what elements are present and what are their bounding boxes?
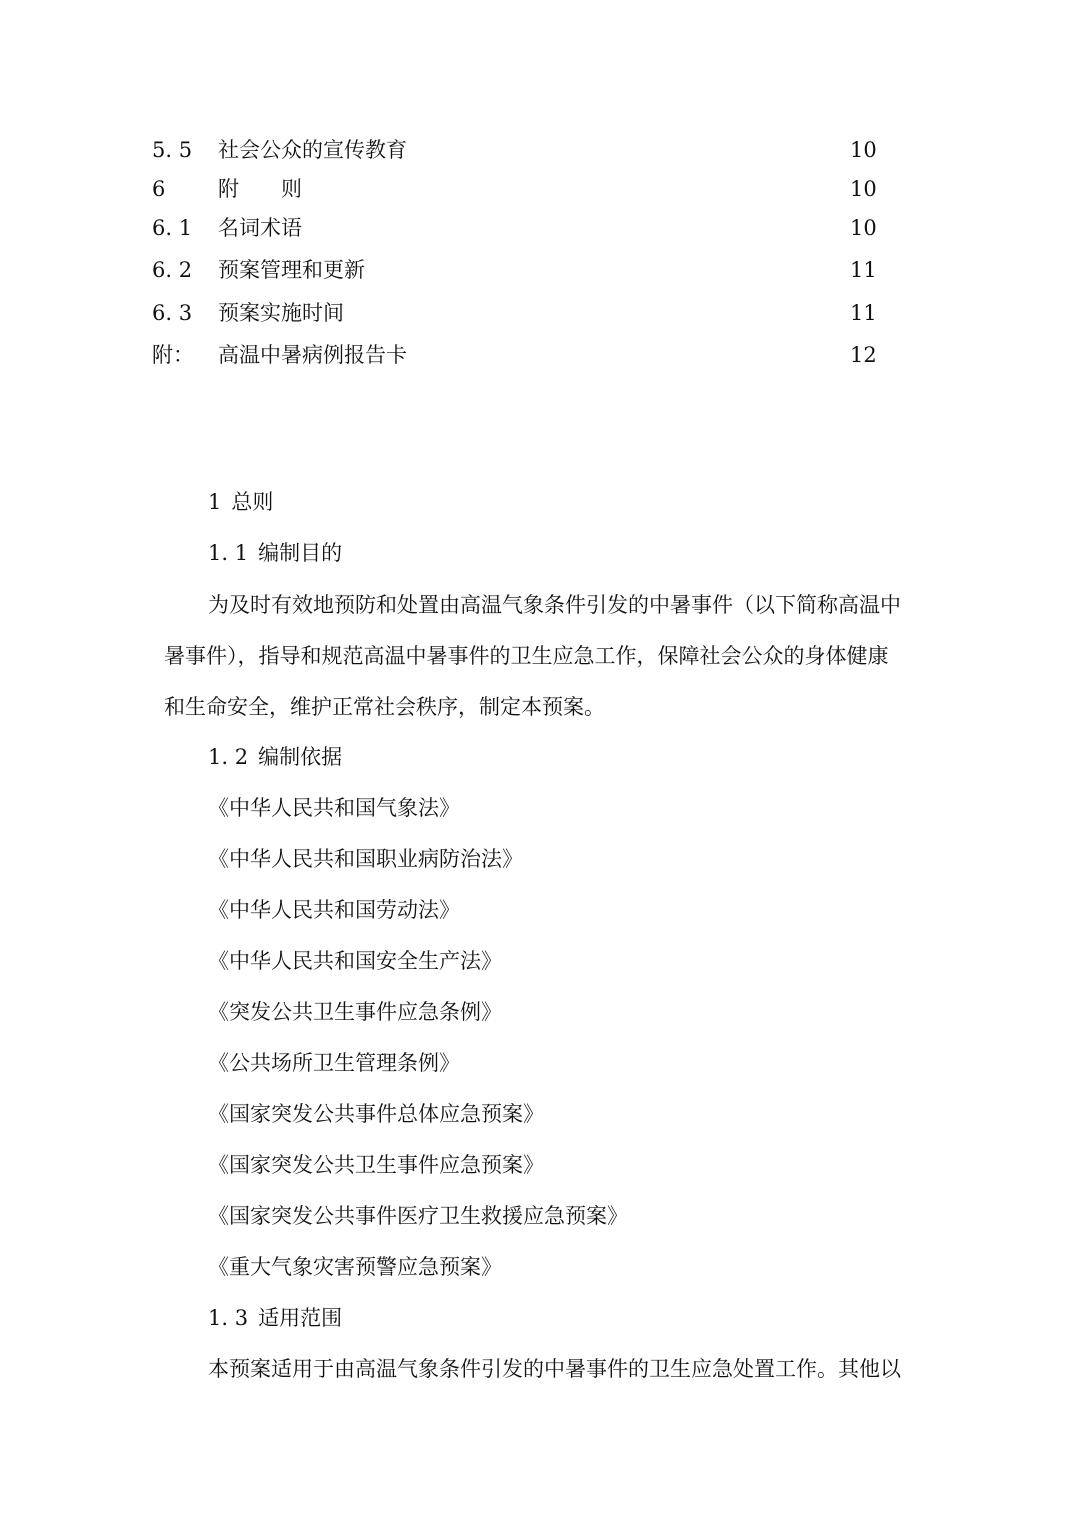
section-title: 总则 (231, 490, 274, 514)
toc-title: 社会公众的宣传教育 (218, 138, 407, 162)
paragraph-line: 暑事件），指导和规范高温中暑事件的卫生应急工作，保障社会公众的身体健康 (164, 644, 889, 668)
toc-page-number: 11 (850, 301, 877, 325)
toc-entry (0, 340, 1080, 370)
subsection-number: 1. 3 (208, 1306, 249, 1330)
law-reference: 《国家突发公共卫生事件应急预案》 (208, 1153, 544, 1177)
toc-number: 6 (152, 177, 166, 201)
toc-page-number: 11 (850, 258, 877, 282)
subsection-heading (208, 742, 342, 772)
toc-page-number: 10 (850, 138, 877, 162)
toc-number: 附： (152, 343, 194, 367)
subsection-title: 编制依据 (258, 745, 343, 769)
law-reference: 《公共场所卫生管理条例》 (208, 1051, 460, 1075)
law-reference: 《中华人民共和国安全生产法》 (208, 949, 502, 973)
toc-number: 6. 1 (152, 216, 193, 240)
section-number: 1 (208, 490, 222, 514)
toc-title: 名词术语 (218, 216, 302, 240)
toc-number: 6. 2 (152, 258, 193, 282)
law-reference: 《重大气象灾害预警应急预案》 (208, 1255, 502, 1279)
law-reference: 《国家突发公共事件医疗卫生救援应急预案》 (208, 1204, 628, 1228)
toc-number: 6. 3 (152, 301, 193, 325)
law-reference: 《国家突发公共事件总体应急预案》 (208, 1102, 544, 1126)
subsection-heading (208, 538, 342, 568)
law-reference: 《中华人民共和国气象法》 (208, 796, 460, 820)
paragraph-line: 和生命安全，维护正常社会秩序，制定本预案。 (164, 695, 605, 719)
toc-entry (0, 135, 1080, 165)
paragraph-line: 本预案适用于由高温气象条件引发的中暑事件的卫生应急处置工作。其他以 (208, 1357, 901, 1381)
subsection-title: 适用范围 (258, 1306, 343, 1330)
subsection-title: 编制目的 (258, 541, 343, 565)
toc-entry (0, 213, 1080, 243)
subsection-heading (208, 1303, 342, 1333)
subsection-number: 1. 2 (208, 745, 249, 769)
toc-number: 5. 5 (152, 138, 193, 162)
toc-page-number: 10 (850, 216, 877, 240)
subsection-number: 1. 1 (208, 541, 249, 565)
section-heading (208, 487, 273, 517)
law-reference: 《中华人民共和国职业病防治法》 (208, 847, 523, 871)
toc-page-number: 10 (850, 177, 877, 201)
law-reference: 《中华人民共和国劳动法》 (208, 898, 460, 922)
toc-title: 高温中暑病例报告卡 (218, 343, 407, 367)
toc-page-number: 12 (850, 343, 877, 367)
toc-entry (0, 255, 1080, 285)
toc-entry (0, 298, 1080, 328)
law-reference: 《突发公共卫生事件应急条例》 (208, 1000, 502, 1024)
toc-entry (0, 174, 1080, 204)
toc-title: 预案管理和更新 (218, 258, 365, 282)
toc-title: 附 则 (218, 177, 302, 201)
paragraph-line: 为及时有效地预防和处置由高温气象条件引发的中暑事件（以下简称高温中 (208, 593, 901, 617)
toc-title: 预案实施时间 (218, 301, 344, 325)
